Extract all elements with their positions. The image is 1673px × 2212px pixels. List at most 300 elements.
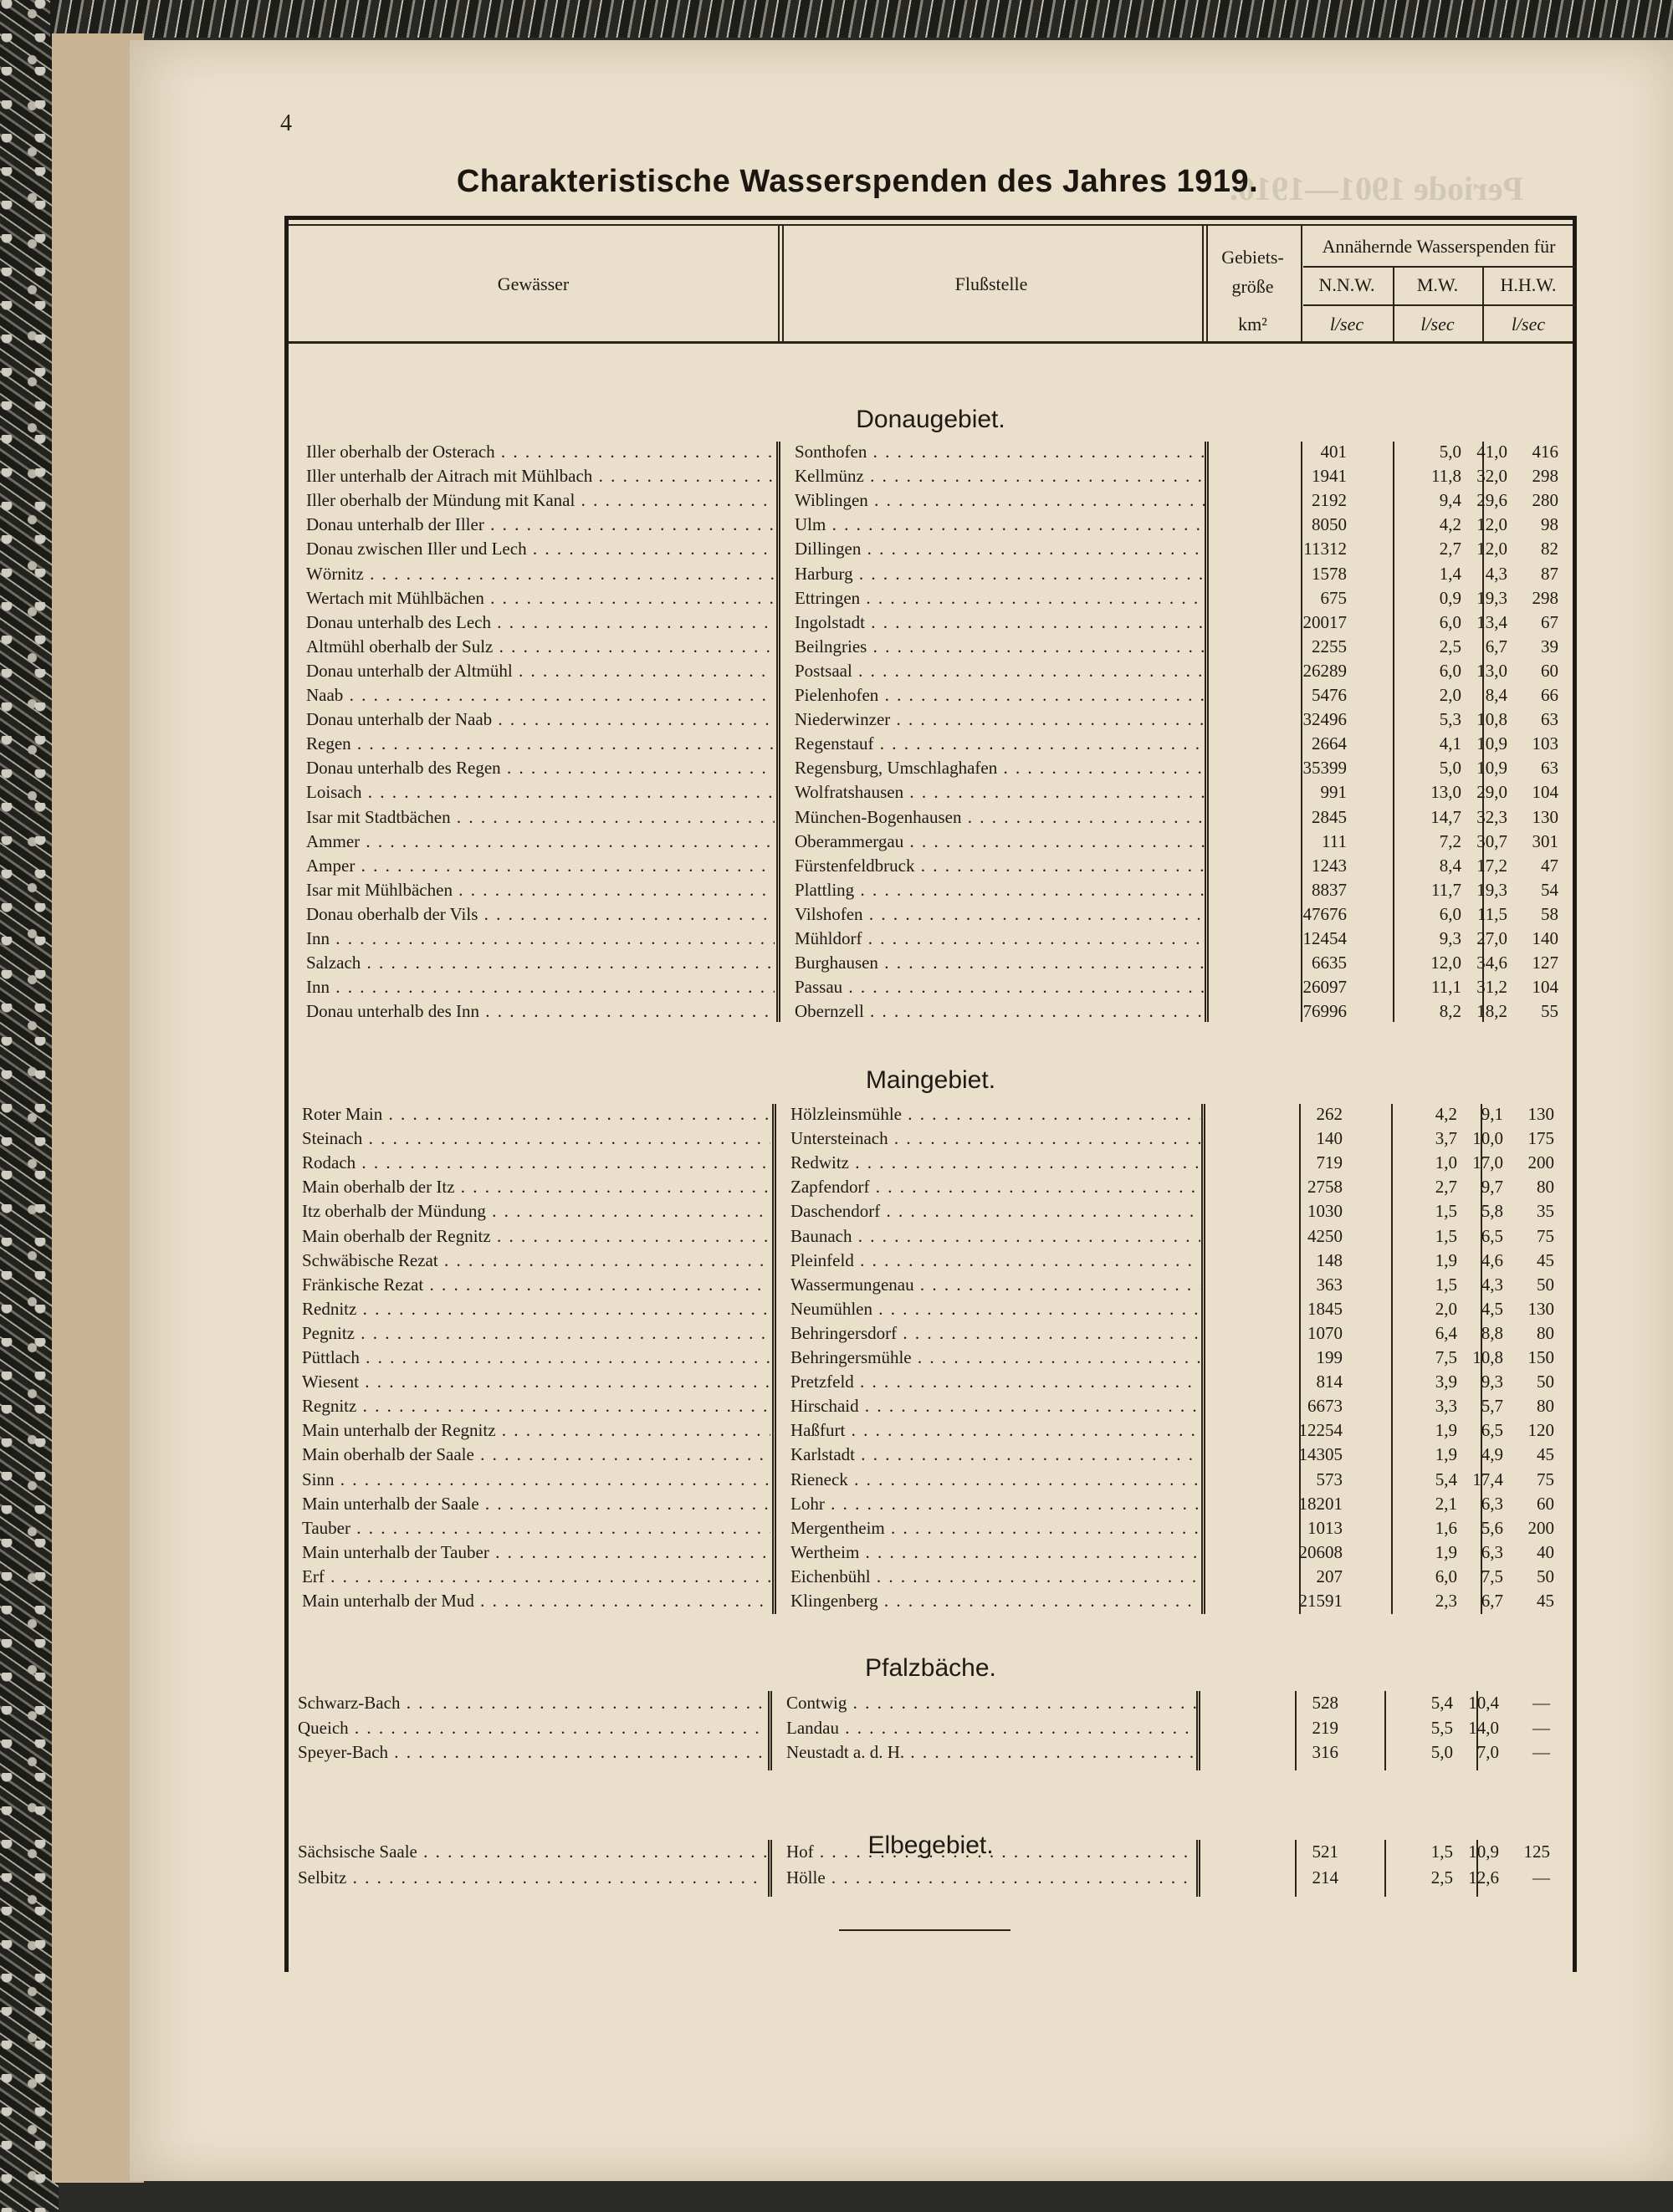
dot-leader <box>826 1867 1196 1888</box>
cell-area <box>1205 805 1347 830</box>
table-row <box>301 854 1573 878</box>
dot-leader <box>888 1128 1200 1148</box>
header-vline-4 <box>1393 266 1394 341</box>
cell-hhw <box>1525 1492 1634 1516</box>
table-row <box>301 537 1573 561</box>
cell-area-text: 1030 <box>1307 1201 1343 1222</box>
cell-mw-text: 19,3 <box>1476 879 1507 900</box>
cell-gewaesser-text: Loisach <box>306 782 362 803</box>
cell-mw-text: 29,6 <box>1476 490 1507 511</box>
cell-hhw <box>1525 1565 1634 1589</box>
cell-hhw <box>1525 1151 1634 1175</box>
cell-hhw <box>1525 1273 1634 1297</box>
cell-gewaesser-text: Donau zwischen Iller und Lech <box>306 539 527 559</box>
cell-flussstelle-text: Pielenhofen <box>795 685 879 705</box>
cell-nnw <box>1348 610 1461 635</box>
cell-flussstelle <box>790 1394 1200 1418</box>
cell-gewaesser <box>302 1394 770 1418</box>
cell-area-text: 12254 <box>1298 1420 1343 1441</box>
cell-area <box>1205 999 1347 1024</box>
cell-nnw-text: 6,0 <box>1439 611 1461 632</box>
header-gebiet-line2: größe <box>1231 275 1274 297</box>
cell-hhw <box>1529 488 1638 513</box>
cell-area <box>1205 756 1347 780</box>
cell-area-text: 521 <box>1312 1842 1338 1862</box>
dot-leader <box>914 856 1205 876</box>
cell-gewaesser-text: Donau oberhalb der Vils <box>306 903 478 924</box>
cell-hhw-text: 45 <box>1537 1591 1554 1611</box>
header-unit-hhw: l/sec <box>1511 313 1546 335</box>
cell-nnw <box>1344 1443 1457 1467</box>
section-title: Donaugebiet. <box>856 406 1005 433</box>
dot-leader <box>355 1323 770 1343</box>
cell-nnw <box>1348 513 1461 537</box>
cell-area <box>1205 708 1347 732</box>
cell-gewaesser-text: Donau unterhalb der Altmühl <box>306 660 513 681</box>
book-cover-marbled-edge <box>0 0 59 2212</box>
cell-hhw-text: — <box>1532 1742 1550 1762</box>
cell-flussstelle <box>786 1691 1196 1715</box>
table-row <box>297 1370 1568 1394</box>
cell-flussstelle <box>795 951 1205 975</box>
cell-hhw <box>1529 927 1638 951</box>
cell-gewaesser-text: Main oberhalb der Saale <box>302 1444 474 1465</box>
cell-hhw-text: 45 <box>1537 1249 1554 1270</box>
cell-flussstelle-text: Dillingen <box>795 539 862 559</box>
table-row <box>297 1516 1568 1540</box>
dot-leader <box>860 588 1205 608</box>
dot-leader <box>330 977 775 997</box>
table-row <box>301 805 1573 830</box>
cell-gewaesser <box>302 1102 770 1126</box>
cell-area-text: 111 <box>1322 830 1347 851</box>
cell-area <box>1205 610 1347 635</box>
dot-leader <box>489 1542 770 1562</box>
cell-flussstelle-text: Ingolstadt <box>795 611 865 632</box>
cell-nnw-text: 7,5 <box>1435 1347 1457 1367</box>
cell-area <box>1200 1565 1343 1589</box>
cell-hhw <box>1529 999 1638 1024</box>
cell-hhw <box>1529 708 1638 732</box>
cell-hhw-text: 280 <box>1532 490 1558 511</box>
dot-leader <box>451 807 775 827</box>
table-row <box>301 902 1573 927</box>
cell-gewaesser <box>302 1297 770 1321</box>
cell-nnw-text: 11,8 <box>1431 466 1461 487</box>
dot-leader <box>360 1347 770 1367</box>
cell-area-text: 140 <box>1316 1128 1343 1149</box>
cell-gewaesser <box>302 1540 770 1565</box>
dot-leader <box>349 1718 766 1738</box>
cell-nnw <box>1344 1199 1457 1223</box>
cell-gewaesser <box>306 902 775 927</box>
cell-mw-text: 14,0 <box>1468 1717 1499 1738</box>
cell-nnw <box>1348 732 1461 756</box>
cell-flussstelle <box>795 999 1205 1024</box>
cell-gewaesser-text: Rodach <box>302 1152 356 1173</box>
cell-gewaesser <box>302 1199 770 1223</box>
cell-area <box>1205 732 1347 756</box>
cell-area-text: 1013 <box>1307 1517 1343 1538</box>
dot-leader <box>453 880 775 900</box>
cell-nnw-text: 1,4 <box>1439 563 1461 584</box>
cell-nnw <box>1344 1394 1457 1418</box>
cell-area <box>1200 1199 1343 1223</box>
cell-flussstelle <box>790 1443 1200 1467</box>
table-row <box>293 1840 1564 1864</box>
dot-leader <box>335 1469 770 1489</box>
cell-flussstelle <box>786 1716 1196 1740</box>
dot-leader <box>849 1152 1200 1172</box>
cell-nnw <box>1344 1297 1457 1321</box>
cell-hhw-text: 175 <box>1527 1128 1554 1149</box>
header-hhw: H.H.W. <box>1500 274 1557 295</box>
cell-gewaesser <box>306 488 775 513</box>
cell-hhw-text: 75 <box>1537 1225 1554 1246</box>
cell-gewaesser-text: Sächsische Saale <box>298 1842 417 1862</box>
cell-gewaesser <box>302 1492 770 1516</box>
cell-nnw <box>1348 659 1461 683</box>
dot-leader <box>852 661 1205 681</box>
dot-leader <box>362 1128 770 1148</box>
cell-gewaesser <box>302 1126 770 1151</box>
cell-area <box>1196 1866 1338 1890</box>
cell-gewaesser-text: Schwäbische Rezat <box>302 1249 438 1270</box>
cell-gewaesser-text: Isar mit Mühlbächen <box>306 879 453 900</box>
dot-leader <box>527 539 775 559</box>
table-row <box>301 732 1573 756</box>
cell-gewaesser-text: Main unterhalb der Tauber <box>302 1541 489 1562</box>
cell-nnw-text: 1,9 <box>1435 1541 1457 1562</box>
cell-area-text: 219 <box>1312 1717 1338 1738</box>
cell-area <box>1205 464 1347 488</box>
dot-leader <box>839 1718 1196 1738</box>
table-row <box>301 780 1573 805</box>
cell-gewaesser-text: Erf <box>302 1566 325 1586</box>
cell-flussstelle-text: Redwitz <box>790 1152 849 1173</box>
cell-area <box>1196 1840 1338 1864</box>
cell-flussstelle <box>790 1565 1200 1589</box>
cell-gewaesser-text: Wörnitz <box>306 563 364 584</box>
cell-nnw-text: 6,0 <box>1439 903 1461 924</box>
cell-nnw-text: 14,7 <box>1430 806 1461 827</box>
cell-hhw-text: 63 <box>1541 709 1558 730</box>
cell-gewaesser-text: Fränkische Rezat <box>302 1274 424 1295</box>
cell-nnw-text: 4,1 <box>1439 733 1461 754</box>
cell-hhw-text: 80 <box>1537 1177 1554 1198</box>
dot-leader <box>355 856 775 876</box>
cell-flussstelle-text: Postsaal <box>795 660 852 681</box>
cell-flussstelle <box>790 1249 1200 1273</box>
cell-hhw <box>1529 902 1638 927</box>
dot-leader <box>417 1842 766 1862</box>
cell-area-text: 21591 <box>1298 1591 1343 1611</box>
cell-hhw <box>1529 635 1638 659</box>
cell-mw-text: 4,9 <box>1481 1444 1503 1465</box>
cell-gewaesser <box>298 1866 766 1890</box>
cell-area <box>1200 1297 1343 1321</box>
cell-area-text: 214 <box>1312 1867 1338 1888</box>
dot-leader <box>855 1444 1200 1464</box>
cell-nnw <box>1348 635 1461 659</box>
cell-flussstelle <box>790 1151 1200 1175</box>
dot-leader <box>854 880 1205 900</box>
cell-hhw-text: 45 <box>1537 1444 1554 1465</box>
cell-flussstelle-text: Hölle <box>786 1867 826 1888</box>
cell-mw-text: 17,0 <box>1472 1152 1503 1173</box>
cell-mw-text: 6,7 <box>1485 636 1507 656</box>
cell-hhw-text: 58 <box>1541 903 1558 924</box>
cell-hhw <box>1525 1468 1634 1492</box>
dot-leader <box>325 1566 770 1586</box>
cell-mw-text: 6,5 <box>1481 1225 1503 1246</box>
cell-hhw <box>1525 1224 1634 1249</box>
cell-nnw <box>1348 854 1461 878</box>
cell-area-text: 991 <box>1320 782 1347 803</box>
cell-gewaesser <box>306 562 775 586</box>
cell-mw-text: 11,5 <box>1477 903 1507 924</box>
cell-gewaesser <box>302 1370 770 1394</box>
cell-area <box>1205 975 1347 999</box>
cell-nnw-text: 1,9 <box>1435 1444 1457 1465</box>
cell-hhw <box>1525 1321 1634 1346</box>
cell-flussstelle-text: Zapfendorf <box>790 1177 870 1198</box>
cell-gewaesser-text: Amper <box>306 855 356 876</box>
dot-leader <box>814 1842 1196 1862</box>
cell-gewaesser <box>298 1840 766 1864</box>
cell-flussstelle <box>790 1297 1200 1321</box>
cell-gewaesser <box>306 756 775 780</box>
dot-leader <box>961 807 1205 827</box>
cell-gewaesser <box>302 1224 770 1249</box>
cell-flussstelle <box>786 1866 1196 1890</box>
cell-flussstelle <box>795 683 1205 708</box>
cell-flussstelle-text: Mergentheim <box>790 1517 885 1538</box>
cell-flussstelle-text: Haßfurt <box>790 1420 846 1441</box>
cell-nnw <box>1340 1691 1453 1715</box>
cell-hhw-text: 82 <box>1541 539 1558 559</box>
cell-hhw-text: — <box>1532 1717 1550 1738</box>
cell-gewaesser-text: Iller oberhalb der Osterach <box>306 442 495 462</box>
cell-nnw-text: 2,0 <box>1435 1298 1457 1319</box>
cell-hhw-text: 200 <box>1527 1517 1554 1538</box>
cell-gewaesser-text: Salzach <box>306 953 361 973</box>
dot-leader <box>826 514 1205 534</box>
cell-mw-text: 32,3 <box>1476 806 1507 827</box>
cell-hhw <box>1529 756 1638 780</box>
dot-leader <box>479 1001 775 1021</box>
cell-nnw <box>1348 537 1461 561</box>
cell-mw-text: 13,4 <box>1476 611 1507 632</box>
dot-leader <box>867 636 1205 656</box>
cell-nnw <box>1348 464 1461 488</box>
cell-hhw-text: 40 <box>1537 1541 1554 1562</box>
cell-flussstelle <box>795 805 1205 830</box>
cell-area <box>1200 1468 1343 1492</box>
cell-gewaesser <box>306 440 775 464</box>
cell-gewaesser <box>298 1740 766 1765</box>
cell-flussstelle-text: Behringersmühle <box>790 1347 912 1367</box>
cell-hhw <box>1529 878 1638 902</box>
cell-flussstelle-text: Neumühlen <box>790 1298 872 1319</box>
cell-flussstelle <box>795 780 1205 805</box>
cell-nnw <box>1348 562 1461 586</box>
cell-nnw <box>1348 999 1461 1024</box>
cell-hhw <box>1525 1102 1634 1126</box>
cell-nnw-text: 7,2 <box>1439 830 1461 851</box>
cell-flussstelle-text: Untersteinach <box>790 1128 888 1149</box>
dot-leader <box>513 661 775 681</box>
cell-area <box>1200 1321 1343 1346</box>
header-gebiet-line1: Gebiets- <box>1221 246 1284 268</box>
bleed-through-text: Periode 1901—1910. <box>1230 170 1524 207</box>
cell-mw-text: 5,6 <box>1481 1517 1503 1538</box>
table-row <box>301 708 1573 732</box>
table-row <box>297 1297 1568 1321</box>
cell-hhw <box>1525 1126 1634 1151</box>
cell-area-text: 1941 <box>1312 466 1347 487</box>
cell-area <box>1200 1273 1343 1297</box>
cell-hhw <box>1529 513 1638 537</box>
cell-mw-text: 30,7 <box>1476 830 1507 851</box>
cell-mw-text: 4,6 <box>1481 1249 1503 1270</box>
cell-gewaesser-text: Steinach <box>302 1128 363 1149</box>
table-row <box>293 1716 1564 1740</box>
cell-hhw <box>1529 440 1638 464</box>
table-row <box>301 756 1573 780</box>
cell-area-text: 12454 <box>1302 928 1347 948</box>
cell-nnw-text: 2,7 <box>1435 1177 1457 1198</box>
cell-hhw-text: 150 <box>1527 1347 1554 1367</box>
cell-area <box>1205 513 1347 537</box>
cell-flussstelle-text: Baunach <box>790 1225 852 1246</box>
cell-nnw-text: 1,5 <box>1435 1274 1457 1295</box>
cell-nnw-text: 2,1 <box>1435 1493 1457 1514</box>
cell-flussstelle-text: Wiblingen <box>795 490 868 511</box>
cell-mw-text: 6,7 <box>1481 1591 1503 1611</box>
cell-nnw <box>1344 1589 1457 1613</box>
cell-nnw <box>1340 1840 1453 1864</box>
cell-hhw <box>1521 1840 1630 1864</box>
cell-gewaesser <box>306 610 775 635</box>
cell-area <box>1200 1540 1343 1565</box>
table-row <box>297 1565 1568 1589</box>
dot-leader <box>474 1444 770 1464</box>
cell-nnw-text: 1,0 <box>1435 1152 1457 1173</box>
table-row <box>301 610 1573 635</box>
cell-hhw <box>1525 1370 1634 1394</box>
cell-area <box>1205 878 1347 902</box>
cell-hhw-text: 130 <box>1532 806 1558 827</box>
dot-leader <box>592 466 775 486</box>
cell-nnw <box>1344 1492 1457 1516</box>
cell-nnw <box>1344 1126 1457 1151</box>
cell-flussstelle-text: Daschendorf <box>790 1201 881 1222</box>
cell-area-text: 76996 <box>1302 1001 1347 1022</box>
cell-flussstelle <box>795 440 1205 464</box>
cell-nnw-text: 1,9 <box>1435 1249 1457 1270</box>
cell-nnw-text: 9,4 <box>1439 490 1461 511</box>
cell-flussstelle <box>790 1346 1200 1370</box>
cell-hhw-text: 416 <box>1532 442 1558 462</box>
cell-nnw <box>1348 756 1461 780</box>
header-vline-1 <box>778 226 780 341</box>
cell-area <box>1205 659 1347 683</box>
cell-gewaesser <box>306 464 775 488</box>
cell-gewaesser <box>306 927 775 951</box>
dot-leader <box>575 490 775 510</box>
cell-area <box>1200 1418 1343 1443</box>
dot-leader <box>388 1742 766 1762</box>
cell-hhw-text: 125 <box>1523 1842 1550 1862</box>
header-gewaesser: Gewässer <box>497 273 570 294</box>
cell-nnw-text: 6,0 <box>1435 1566 1457 1586</box>
cell-hhw-text: 298 <box>1532 587 1558 608</box>
cell-hhw <box>1525 1346 1634 1370</box>
header-unit-nnw: l/sec <box>1329 313 1364 335</box>
cell-area <box>1205 927 1347 951</box>
cell-hhw-text: 75 <box>1537 1469 1554 1489</box>
cell-flussstelle-text: Pretzfeld <box>790 1372 854 1392</box>
dot-leader <box>885 1518 1200 1538</box>
cell-mw-text: 5,7 <box>1481 1396 1503 1417</box>
cell-flussstelle <box>795 586 1205 610</box>
cell-hhw <box>1525 1589 1634 1613</box>
cell-nnw <box>1344 1175 1457 1199</box>
cell-flussstelle <box>795 878 1205 902</box>
section-title: Maingebiet. <box>865 1066 996 1094</box>
cell-flussstelle <box>790 1126 1200 1151</box>
cell-area-text: 14305 <box>1298 1444 1343 1465</box>
dot-leader <box>904 1742 1196 1762</box>
cell-flussstelle-text: Sonthofen <box>795 442 867 462</box>
dot-leader <box>878 1591 1200 1611</box>
cell-nnw-text: 4,2 <box>1435 1104 1457 1124</box>
dot-leader <box>382 1104 770 1124</box>
cell-area-text: 1578 <box>1312 563 1347 584</box>
cell-gewaesser-text: Schwarz-Bach <box>298 1693 401 1713</box>
cell-flussstelle <box>790 1102 1200 1126</box>
cell-area-text: 2845 <box>1312 806 1347 827</box>
table-row <box>301 975 1573 999</box>
table-row <box>293 1866 1564 1890</box>
header-nnw: N.N.W. <box>1318 274 1375 295</box>
cell-gewaesser-text: Main unterhalb der Regnitz <box>302 1420 496 1441</box>
cell-gewaesser <box>306 732 775 756</box>
dot-leader <box>359 1372 770 1392</box>
cell-area <box>1200 1394 1343 1418</box>
cell-mw-text: 10,0 <box>1472 1128 1503 1149</box>
cell-gewaesser <box>306 537 775 561</box>
cell-gewaesser <box>302 1468 770 1492</box>
header-flussstelle: Flußstelle <box>954 273 1028 294</box>
cell-mw-text: 6,5 <box>1481 1420 1503 1441</box>
cell-area <box>1196 1740 1338 1765</box>
cell-area <box>1200 1589 1343 1613</box>
cell-hhw-text: 63 <box>1541 758 1558 779</box>
cell-area-text: 573 <box>1316 1469 1343 1489</box>
cell-area-text: 719 <box>1316 1152 1343 1173</box>
cell-area <box>1205 951 1347 975</box>
cell-area <box>1205 830 1347 854</box>
cell-hhw-text: 301 <box>1532 830 1558 851</box>
cell-gewaesser <box>306 805 775 830</box>
cell-area-text: 47676 <box>1302 903 1347 924</box>
cell-area-text: 675 <box>1320 587 1347 608</box>
cell-gewaesser <box>302 1273 770 1297</box>
header-rule-mid <box>1303 266 1575 268</box>
cell-flussstelle <box>790 1516 1200 1540</box>
